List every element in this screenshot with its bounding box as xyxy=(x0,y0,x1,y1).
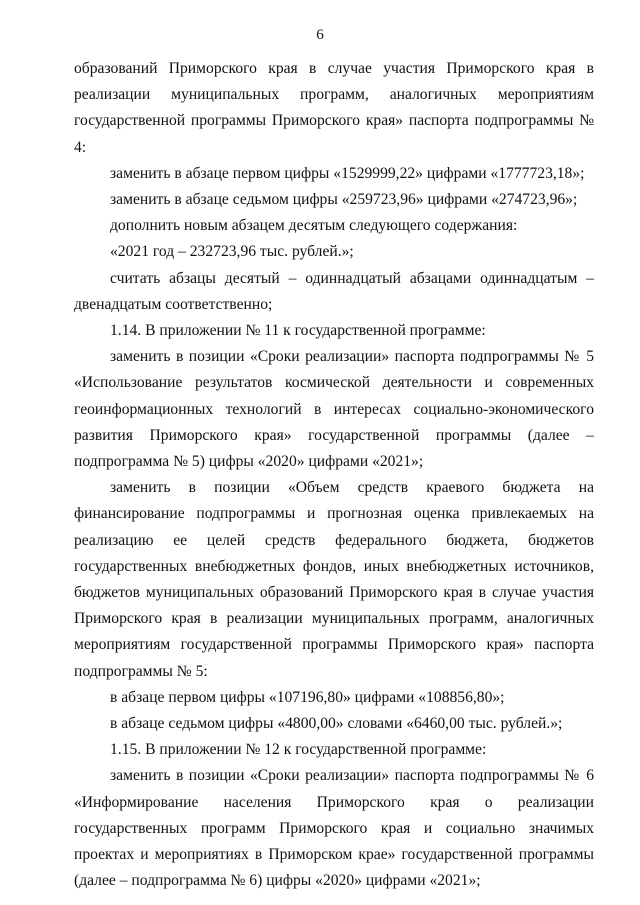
paragraph-add-tenth: дополнить новым абзацем десятым следующего содержания: xyxy=(110,217,518,235)
paragraph-subprogram-5-terms: заменить в позиции «Сроки реализации» паспорта подпрограммы № 5 «Использование результатов космической деятельности и современных геоинформационных технологий в интересах социально-экономического развития Приморского края» государственной программы (далее – подпрограмма № 5) цифры «2020» цифрами «2021»; xyxy=(74,348,594,471)
paragraph-continuation: образований Приморского края в случае участия Приморского края в реализации муниципальных программ, аналогичных мероприятиям государственной программы Приморского края» паспорта подпрограммы № 4: xyxy=(74,60,594,156)
paragraph-quote-2021: «2021 год – 232723,96 тыс. рублей.»; xyxy=(110,243,354,261)
paragraph-replace-first: заменить в абзаце первом цифры «1529999,22» цифрами «1777723,18»; xyxy=(110,164,585,182)
paragraph-subprogram-6-terms: заменить в позиции «Сроки реализации» паспорта подпрограммы № 6 «Информирование населения Приморского края о реализации государственных программ Приморского края и социально значимых проектах и мероприятиях в Приморском крае» государственной программы (далее – подпрограмма № 6) цифры «2020» цифрами «2021»; xyxy=(74,767,594,890)
paragraph-sub5-first: в абзаце первом цифры «107196,80» цифрами «108856,80»; xyxy=(110,688,505,706)
paragraph-item-1-15: 1.15. В приложении № 12 к государственной программе: xyxy=(110,741,487,759)
paragraph-subprogram-5-volume: заменить в позиции «Объем средств краевого бюджета на финансирование подпрограммы и прогнозная оценка привлекаемых на реализацию ее целей средств федерального бюджета, бюджетов государственных внебюджетных фондов, иных внебюджетных источников, бюджетов муниципальных образований Приморского края в случае участия Приморского края в реализации муниципальных программ, аналогичных мероприятиям государственной программы Приморского края» паспорта подпрограммы № 5: xyxy=(74,479,594,680)
paragraph-item-1-14: 1.14. В приложении № 11 к государственной программе: xyxy=(110,322,486,340)
paragraph-renumber: считать абзацы десятый – одиннадцатый абзацами одиннадцатым – двенадцатым соответственно; xyxy=(74,269,594,313)
paragraph-replace-seventh: заменить в абзаце седьмом цифры «259723,96» цифрами «274723,96»; xyxy=(110,191,578,209)
document-body xyxy=(74,56,594,895)
page-number: 6 xyxy=(316,27,324,43)
paragraph-sub5-seventh: в абзаце седьмом цифры «4800,00» словами «6460,00 тыс. рублей.»; xyxy=(110,715,563,733)
